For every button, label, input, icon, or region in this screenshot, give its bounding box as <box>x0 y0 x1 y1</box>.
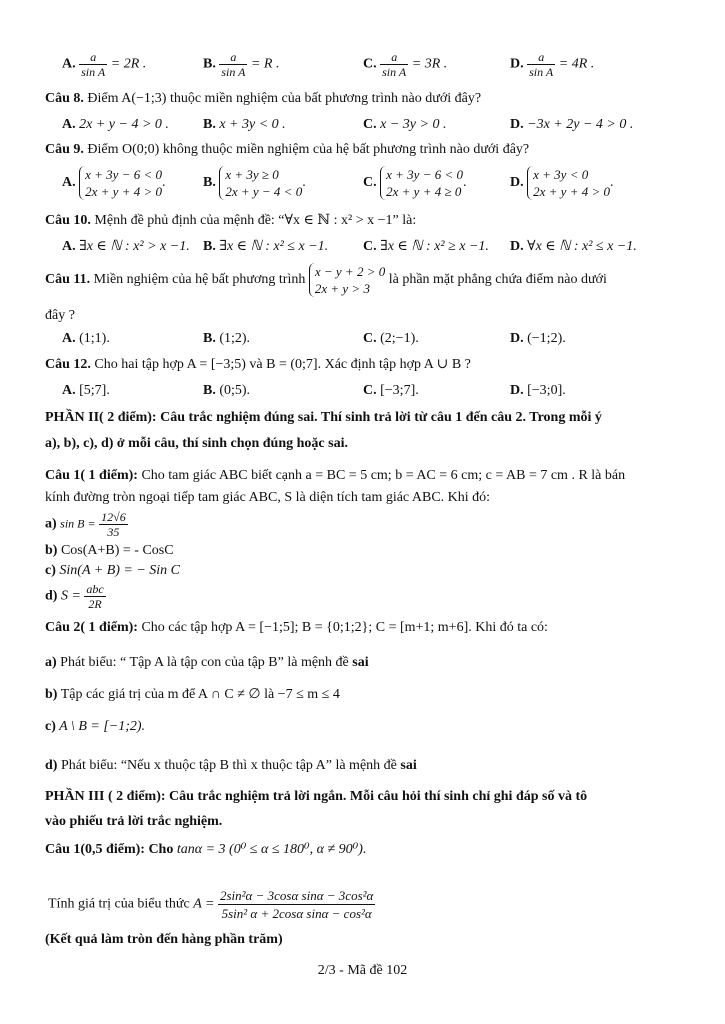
fraction: $\frac{a}{\text{sin A}}$ <box>382 50 407 79</box>
q11-stem-cont: đây ? <box>45 308 75 323</box>
q10-stem: Câu 10. Mệnh đề phủ định của mệnh đề: “∀x ∈ ℕ : x² > x −1” là: <box>45 213 417 228</box>
p3q1-expression: Tính giá trị của biểu thức A = $\frac{\text{2sin²α − 3cosα sinα − 3cos²α}}{\text{5sin² α + 2cosα sinα − cos²α}}$ <box>48 888 374 921</box>
part3-heading: PHẦN III ( 2 điểm): Câu trắc nghiệm trả lời ngắn. Mỗi câu hỏi thí sinh chỉ ghi đáp số và tô <box>45 789 588 804</box>
q11-stem: Câu 11. Miền nghiệm của hệ bất phương trình x − y + 2 > 0 2x + y > 3 là phần mặt phẳng chứa điểm nào dưới <box>45 264 607 296</box>
q8-option-c: C. x − 3y > 0 . <box>363 117 447 132</box>
inequality-system: x + 3y − 6 < 0 2x + y + 4 > 0 <box>79 166 162 200</box>
p2q1-stem: Câu 1( 1 điểm): Cho tam giác ABC biết cạnh a = BC = 5 cm; b = AC = 6 cm; c = AB = 7 cm . R là bán <box>45 468 626 483</box>
fraction: $\frac{a}{\text{sin A}}$ <box>529 50 554 79</box>
inequality-system: x − y + 2 > 0 2x + y > 3 <box>309 263 385 297</box>
q8-option-b: B. x + 3y < 0 . <box>203 117 286 132</box>
q10-option-a: A. ∃x ∈ ℕ : x² > x −1. <box>62 239 190 254</box>
p2q1-item-c: c) Sin(A + B) = − Sin C <box>45 563 181 578</box>
p2q1-item-b: b) Cos(A+B) = - CosC <box>45 543 174 558</box>
p2q2-item-c: c) A \ B = [−1;2). <box>45 719 146 734</box>
p2q1-item-a: a) sin B = $\frac{12√6}{35}$ <box>45 510 126 539</box>
q9-option-b: B. x + 3y ≥ 0 2x + y − 4 < 0 . <box>203 167 306 199</box>
q7-option-b: B. $\frac{a}{\text{sin A}}$ = R . <box>203 50 280 79</box>
p2q2-stem: Câu 2( 1 điểm): Cho các tập hợp A = [−1;5]; B = {0;1;2}; C = [m+1; m+6]. Khi đó ta có: <box>45 620 548 635</box>
q11-option-b: B. (1;2). <box>203 331 251 346</box>
q11-option-a: A. (1;1). <box>62 331 110 346</box>
q12-option-c: C. [−3;7]. <box>363 383 419 398</box>
fraction: $\frac{a}{\text{sin A}}$ <box>81 50 106 79</box>
fraction: $\frac{12√6}{35}$ <box>101 510 126 539</box>
fraction: $\frac{\text{2sin²α − 3cosα sinα − 3cos²α}}{\text{5sin² α + 2cosα sinα − cos²α}}$ <box>219 888 374 921</box>
fraction: $\frac{a}{\text{sin A}}$ <box>221 50 246 79</box>
q12-option-a: A. [5;7]. <box>62 383 110 398</box>
part2-heading-cont: a), b), c), d) ở mỗi câu, thí sinh chọn đúng hoặc sai. <box>45 436 348 451</box>
p3q1-note: (Kết quả làm tròn đến hàng phần trăm) <box>45 932 283 947</box>
q9-option-d: D. x + 3y < 0 2x + y + 4 > 0 . <box>510 167 614 199</box>
p2q2-item-b: b) Tập các giá trị của m để A ∩ C ≠ ∅ là −7 ≤ m ≤ 4 <box>45 687 340 702</box>
q12-option-b: B. (0;5). <box>203 383 251 398</box>
q11-option-d: D. (−1;2). <box>510 331 566 346</box>
q7-option-d: D. $\frac{a}{\text{sin A}}$ = 4R . <box>510 50 595 79</box>
q12-stem: Câu 12. Cho hai tập hợp A = [−3;5) và B = (0;7]. Xác định tập hợp A ∪ B ? <box>45 357 471 372</box>
q12-option-d: D. [−3;0]. <box>510 383 566 398</box>
q7-option-a: A. $\frac{a}{\text{sin A}}$ = 2R . <box>62 50 147 79</box>
p2q2-item-d: d) Phát biểu: “Nếu x thuộc tập B thì x thuộc tập A” là mệnh đề sai <box>45 758 417 773</box>
part2-heading: PHẦN II( 2 điểm): Câu trắc nghiệm đúng sai. Thí sinh trả lời từ câu 1 đến câu 2. Trong mỗi ý <box>45 410 602 425</box>
p3q1-stem: Câu 1(0,5 điểm): Cho tanα = 3 (0⁰ ≤ α ≤ 180⁰, α ≠ 90⁰). <box>45 842 367 857</box>
q9-option-c: C. x + 3y − 6 < 0 2x + y + 4 ≥ 0 . <box>363 167 467 199</box>
inequality-system: x + 3y ≥ 0 2x + y − 4 < 0 <box>219 166 302 200</box>
q8-stem: Câu 8. Điểm A(−1;3) thuộc miền nghiệm của bất phương trình nào dưới đây? <box>45 91 482 106</box>
p2q1-item-d: d) S = $\frac{\text{abc}}{2R}$ <box>45 582 104 611</box>
part3-heading-cont: vào phiếu trả lời trắc nghiệm. <box>45 814 223 829</box>
p2q1-stem-cont: kính đường tròn ngoại tiếp tam giác ABC, S là diện tích tam giác ABC. Khi đó: <box>45 490 491 505</box>
q7-option-c: C. $\frac{a}{\text{sin A}}$ = 3R . <box>363 50 448 79</box>
inequality-system: x + 3y < 0 2x + y + 4 > 0 <box>527 166 610 200</box>
q8-option-a: A. 2x + y − 4 > 0 . <box>62 117 169 132</box>
q8-option-d: D. −3x + 2y − 4 > 0 . <box>510 117 634 132</box>
q10-option-b: B. ∃x ∈ ℕ : x² ≤ x −1. <box>203 239 329 254</box>
q9-option-a: A. x + 3y − 6 < 0 2x + y + 4 > 0 . <box>62 167 166 199</box>
q10-option-d: D. ∀x ∈ ℕ : x² ≤ x −1. <box>510 239 637 254</box>
q9-stem: Câu 9. Điểm O(0;0) không thuộc miền nghiệm của hệ bất phương trình nào dưới đây? <box>45 142 530 157</box>
page-footer: 2/3 - Mã đề 102 <box>317 963 408 978</box>
p2q2-item-a: a) Phát biểu: “ Tập A là tập con của tập B” là mệnh đề sai <box>45 655 369 670</box>
q10-option-c: C. ∃x ∈ ℕ : x² ≥ x −1. <box>363 239 489 254</box>
fraction: $\frac{\text{abc}}{2R}$ <box>86 582 104 611</box>
q11-option-c: C. (2;−1). <box>363 331 419 346</box>
inequality-system: x + 3y − 6 < 0 2x + y + 4 ≥ 0 <box>380 166 463 200</box>
